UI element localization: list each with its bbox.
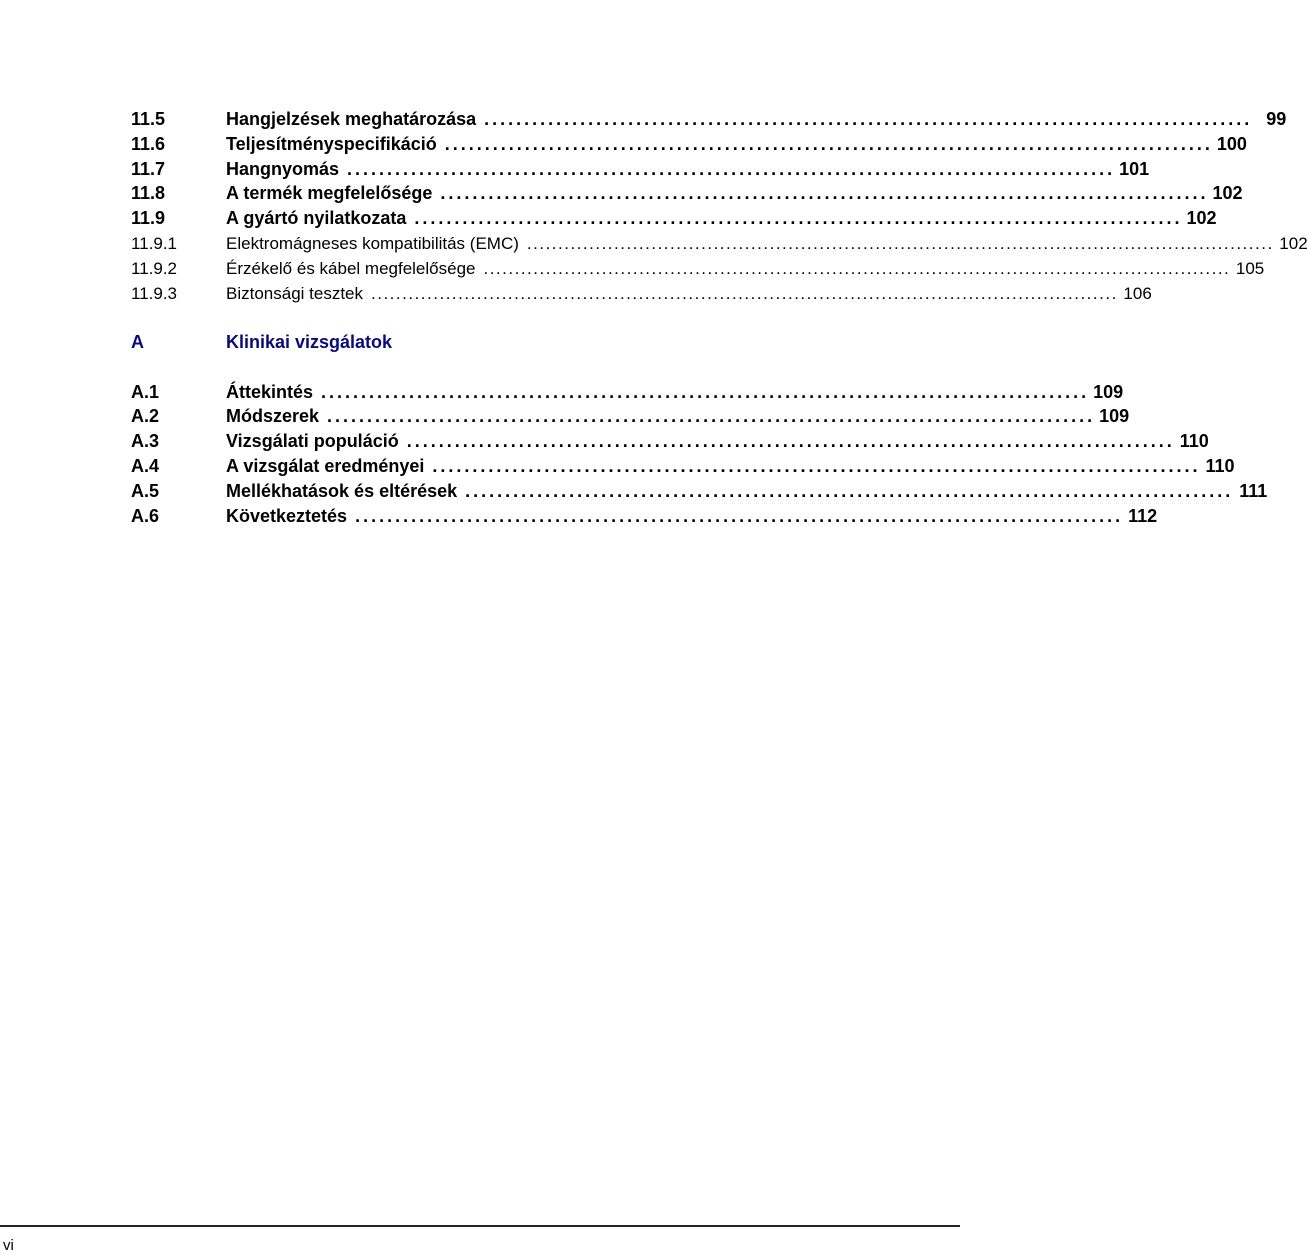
toc-entry-page: 102 <box>1212 183 1243 203</box>
chapter-title: Klinikai vizsgálatok <box>226 332 393 352</box>
dot-leader: ........................................................................................................................ <box>483 259 1231 278</box>
toc-entry-title: A vizsgálat eredményei <box>226 456 425 476</box>
dot-leader: ................................................................................................ <box>444 134 1213 154</box>
toc-subentry[interactable] <box>131 231 1308 256</box>
toc-entry-number: 11.5 <box>131 109 166 129</box>
toc-entry[interactable] <box>131 107 1287 132</box>
toc-entry-page: 110 <box>1179 431 1209 451</box>
toc-entry-title: Teljesítményspecifikáció <box>226 134 437 154</box>
chapter-letter: A <box>131 332 144 352</box>
toc-entry-number: 11.8 <box>131 183 166 203</box>
toc-entry-number: A.5 <box>131 481 160 501</box>
footer-divider <box>0 1225 960 1227</box>
toc-subentry[interactable] <box>131 281 1152 306</box>
toc-entry-number: A.6 <box>131 506 160 526</box>
dot-leader: ................................................................................................ <box>321 382 1090 402</box>
dot-leader: ................................................................................................ <box>484 109 1253 129</box>
toc-entry-page: 112 <box>1128 506 1158 526</box>
toc-entry-title: Következtetés <box>226 506 348 526</box>
toc-entry-number: A.2 <box>131 406 160 426</box>
toc-entry-title: A termék megfelelősége <box>226 183 433 203</box>
page-number: vi <box>3 1237 14 1254</box>
toc-entry[interactable] <box>131 429 1209 454</box>
toc-entry-number: 11.7 <box>131 159 166 179</box>
dot-leader: ........................................................................................................................ <box>371 284 1118 303</box>
toc-entry-number: 11.9.2 <box>131 259 178 278</box>
toc-entry-title: Biztonsági tesztek <box>226 284 364 303</box>
toc-entry-title: Érzékelő és kábel megfelelősége <box>226 259 476 278</box>
toc-entry-page: 109 <box>1093 382 1124 402</box>
toc-entry-number: 11.9.1 <box>131 234 178 253</box>
toc-entry[interactable] <box>131 157 1150 182</box>
dot-leader: ................................................................................................ <box>406 431 1175 451</box>
toc-entry-title: A gyártó nyilatkozata <box>226 208 407 228</box>
toc-entry-title: Módszerek <box>226 406 320 426</box>
toc-entry-number: A.4 <box>131 456 160 476</box>
toc-entry-number: 11.9.3 <box>131 284 178 303</box>
dot-leader: ................................................................................................ <box>347 159 1116 179</box>
toc-entry-number: A.3 <box>131 431 160 451</box>
toc-entry-page: 102 <box>1186 208 1217 228</box>
toc-entry[interactable] <box>131 504 1158 529</box>
toc-entry-title: Elektromágneses kompatibilitás (EMC) <box>226 234 519 253</box>
dot-leader: ................................................................................................ <box>355 506 1124 526</box>
toc-entry[interactable] <box>131 479 1268 504</box>
toc-entry-page: 106 <box>1123 284 1152 303</box>
toc-entry[interactable] <box>131 206 1217 231</box>
toc-entry-title: Vizsgálati populáció <box>226 431 399 451</box>
toc-entry[interactable] <box>131 454 1235 479</box>
toc-entry-page: 100 <box>1216 134 1247 154</box>
toc-entry-page: 99 <box>1266 109 1287 129</box>
toc-entry-title: Hangnyomás <box>226 159 340 179</box>
chapter-heading[interactable] <box>131 330 829 355</box>
toc-entry-page: 111 <box>1239 481 1268 501</box>
toc-entry[interactable] <box>131 132 1247 157</box>
dot-leader: ................................................................................................ <box>440 183 1209 203</box>
dot-leader: ................................................................................................ <box>414 208 1183 228</box>
toc-entry-page: 105 <box>1235 259 1265 278</box>
toc-entry-page: 109 <box>1099 406 1130 426</box>
toc-entry-number: 11.6 <box>131 134 166 154</box>
dot-leader: ................................................................................................ <box>432 456 1201 476</box>
toc-entry-number: A.1 <box>131 382 160 402</box>
dot-leader: ................................................................................................ <box>327 406 1096 426</box>
toc-entry-page: 110 <box>1205 456 1235 476</box>
toc-entry-title: Hangjelzések meghatározása <box>226 109 477 129</box>
toc-entry[interactable] <box>131 380 1124 405</box>
toc-entry-title: Mellékhatások és eltérések <box>226 481 458 501</box>
toc-entry-page: 101 <box>1119 159 1150 179</box>
dot-leader: ........................................................................................................................ <box>526 234 1274 253</box>
toc-entry[interactable] <box>131 181 1243 206</box>
toc-entry-number: 11.9 <box>131 208 166 228</box>
dot-leader: ................................................................................................ <box>465 481 1234 501</box>
toc-entry[interactable] <box>131 404 1130 429</box>
toc-entry-title: Áttekintés <box>226 382 314 402</box>
toc-subentry[interactable] <box>131 256 1265 281</box>
toc-entry-page: 102 <box>1279 234 1308 253</box>
